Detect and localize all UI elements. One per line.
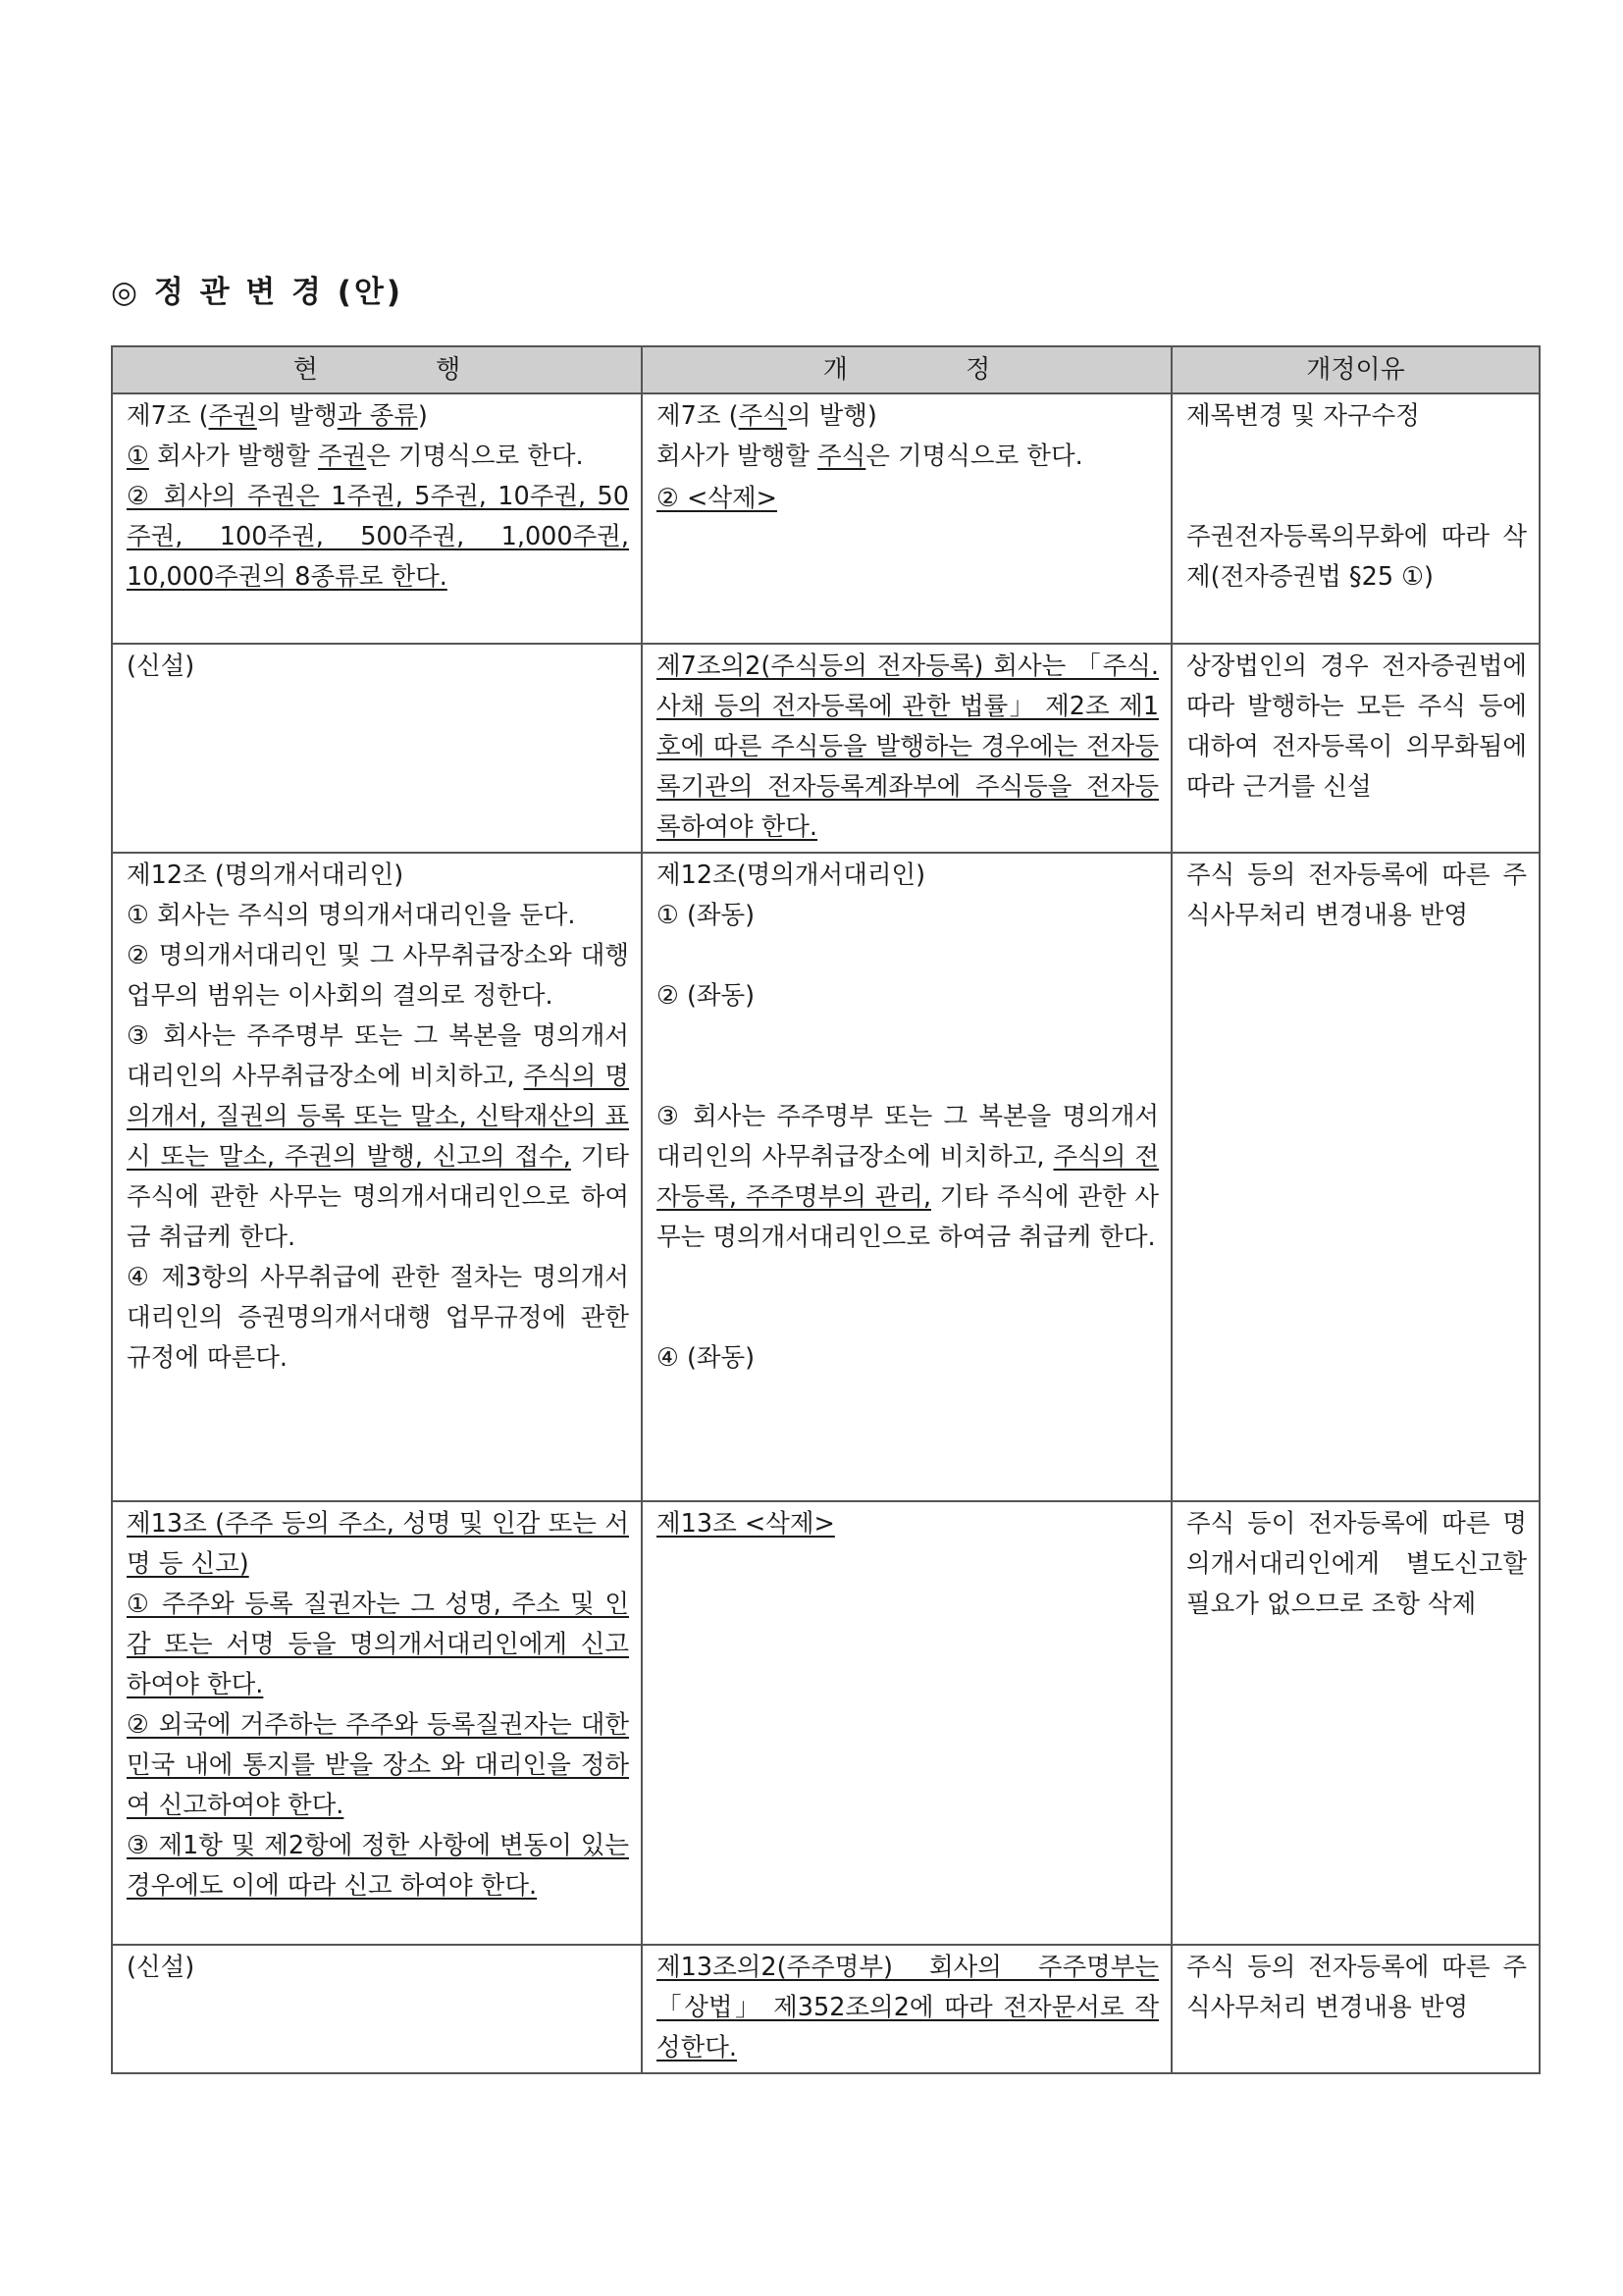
paragraph [656,1097,1159,1258]
text-run: 의 발행) [786,401,877,431]
amended-cell [642,1501,1172,1945]
reason-cell [1172,853,1540,1501]
paragraph [127,896,629,936]
current-cell [112,853,642,1501]
text-run: ① (좌동) [656,901,756,930]
text-run: 기타 주식에 관한 사무는 명의개서대리인으로 하여금 취급케 한다. [127,1142,630,1252]
underlined-text: 제13조 <삭제> [656,1509,835,1539]
paragraph [656,1948,1159,2068]
amendment-table [111,345,1541,2074]
text-run: 은 기명식으로 한다. [366,442,584,471]
text-run: 회사가 발행할 [148,442,318,471]
paragraph [656,1504,1159,1544]
header-current: 현 행 [112,346,642,393]
underlined-text: 주권 [318,442,367,471]
text-run: 제7조 ( [656,401,739,431]
paragraph [656,479,1159,519]
header-reason: 개정이유 [1172,346,1540,393]
reason-cell [1172,644,1540,853]
text-run: 주식 등의 전자등록에 따른 주식사무처리 변경내용 반영 [1186,1953,1527,2022]
underlined-text: 주식 [738,401,787,431]
paragraph [127,396,629,437]
underlined-text: 주식의 전자등록, 주주명부의 관리, [656,1142,1159,1212]
underlined-text: ② 외국에 거주하는 주주와 등록질권자는 대한민국 내에 통지를 받을 장소 와 대리인을 정하여 신고하여야 한다. [127,1710,629,1820]
paragraph [656,396,1159,437]
text-run: ④ 제3항의 사무취급에 관한 절차는 명의개서대리인의 증권명의개서대행 업무규정에 관한 규정에 따른다. [127,1263,629,1373]
paragraph [656,647,1159,848]
header-amended: 개 정 [642,346,1172,393]
underlined-text: ① [127,442,149,471]
current-cell [112,644,642,853]
reason-cell [1172,393,1540,644]
underlined-text: 주식의 명의개서, 질권의 등록 또는 말소, 신탁재산의 표시 또는 말소, 주권의 발행, 신고의 접수, [127,1062,629,1172]
paragraph [127,1705,629,1826]
text-run: 제12조 (명의개서대리인) [127,861,404,890]
paragraph [656,437,1159,477]
paragraph [127,1948,629,1988]
text-run: ③ 회사는 주주명부 또는 그 복본을 명의개서대리인의 사무취급장소에 비치하고, [127,1021,629,1091]
underlined-text: 제13조 (주주 등의 주소, 성명 및 인감 또는 서명 등 신고) [127,1509,629,1579]
text-run: (신설) [127,1953,195,1982]
text-run: 은 기명식으로 한다. [865,442,1083,471]
text-run: ① 회사는 주식의 명의개서대리인을 둔다. [127,901,576,930]
table-row [112,1501,1540,1945]
text-run: ② 명의개서대리인 및 그 사무취급장소와 대행업무의 범위는 이사회의 결의로 정한다. [127,941,629,1011]
amended-cell [642,1945,1172,2073]
paragraph [127,936,629,1017]
text-run: ④ (좌동) [656,1343,756,1373]
underlined-text: ③ 제1항 및 제2항에 정한 사항에 변동이 있는 경우에도 이에 따라 신고 하여야 한다. [127,1831,629,1901]
text-run: 주식 등의 전자등록에 따른 주식사무처리 변경내용 반영 [1186,861,1527,930]
text-run: (신설) [127,652,195,681]
text-run: ② (좌동) [656,981,756,1011]
underlined-text: ② 회사의 주권은 1주권, 5주권, 10주권, 50주권, 100주권, 500주권, 1,000주권, 10,000주권의 8종류로 한다. [127,482,629,592]
paragraph [1186,856,1527,936]
underlined-text: 주권 [208,401,257,431]
text-run: 상장법인의 경우 전자증권법에 따라 발행하는 모든 주식 등에 대하여 전자등록이 의무화됨에 따라 근거를 신설 [1186,652,1527,802]
paragraph [1186,396,1527,437]
paragraph [127,1017,629,1258]
current-cell [112,1501,642,1945]
paragraph [127,477,629,598]
paragraph [127,856,629,896]
paragraph [127,1826,629,1906]
underlined-text: 과 종류 [337,401,418,431]
paragraph [1186,1504,1527,1625]
document-title: ◎ 정 관 변 경 (안) [111,275,404,310]
text-run: 제7조 ( [127,401,209,431]
text-run: 주식 등이 전자등록에 따른 명의개서대리인에게 별도신고할 필요가 없으므로 조항 삭제 [1186,1509,1527,1619]
current-cell [112,393,642,644]
amended-cell [642,853,1172,1501]
paragraph [656,896,1159,936]
paragraph [656,856,1159,896]
underlined-text: ① 주주와 등록 질권자는 그 성명, 주소 및 인감 또는 서명 등을 명의개서대리인에게 신고 하여야 한다. [127,1590,629,1699]
amended-cell [642,644,1172,853]
paragraph [1186,647,1527,808]
paragraph [656,1338,1159,1379]
table-row [112,393,1540,644]
paragraph [127,1504,629,1585]
paragraph [1186,1948,1527,2028]
reason-cell [1172,1501,1540,1945]
paragraph [127,1585,629,1705]
text-run: 제목변경 및 자구수정 [1186,401,1420,431]
text-run: 기타 주식에 관한 사무는 명의개서대리인으로 하여금 취급케 한다. [656,1182,1159,1252]
text-run: ) [417,401,428,431]
table-row [112,644,1540,853]
paragraph [1186,517,1527,598]
text-run: ③ 회사는 주주명부 또는 그 복본을 명의개서대리인의 사무취급장소에 비치하고, [656,1102,1159,1172]
underlined-text: 제13조의2(주주명부) 회사의 주주명부는 「상법」 제352조의2에 따라 전자문서로 작성한다. [656,1953,1159,2062]
table-row [112,853,1540,1501]
amended-cell [642,393,1172,644]
table-row [112,1945,1540,2073]
paragraph [127,437,629,477]
paragraph [656,976,1159,1017]
paragraph [127,1258,629,1379]
reason-cell [1172,1945,1540,2073]
underlined-text: 주식 [817,442,866,471]
text-run: 회사가 발행할 [656,442,818,471]
paragraph [127,647,629,687]
current-cell [112,1945,642,2073]
text-run: 주권전자등록의무화에 따라 삭제(전자증권법 §25 ①) [1186,522,1527,592]
underlined-text: ② <삭제> [656,484,777,513]
text-run: 의 발행 [256,401,338,431]
table-header-row [112,346,1540,393]
text-run: 제12조(명의개서대리인) [656,861,926,890]
underlined-text: 제7조의2(주식등의 전자등록) 회사는 「주식.사채 등의 전자등록에 관한 법률」 제2조 제1호에 따른 주식등을 발행하는 경우에는 전자등록기관의 전자등록계좌부에 주식등을 전자등록하여야 한다. [656,652,1159,842]
